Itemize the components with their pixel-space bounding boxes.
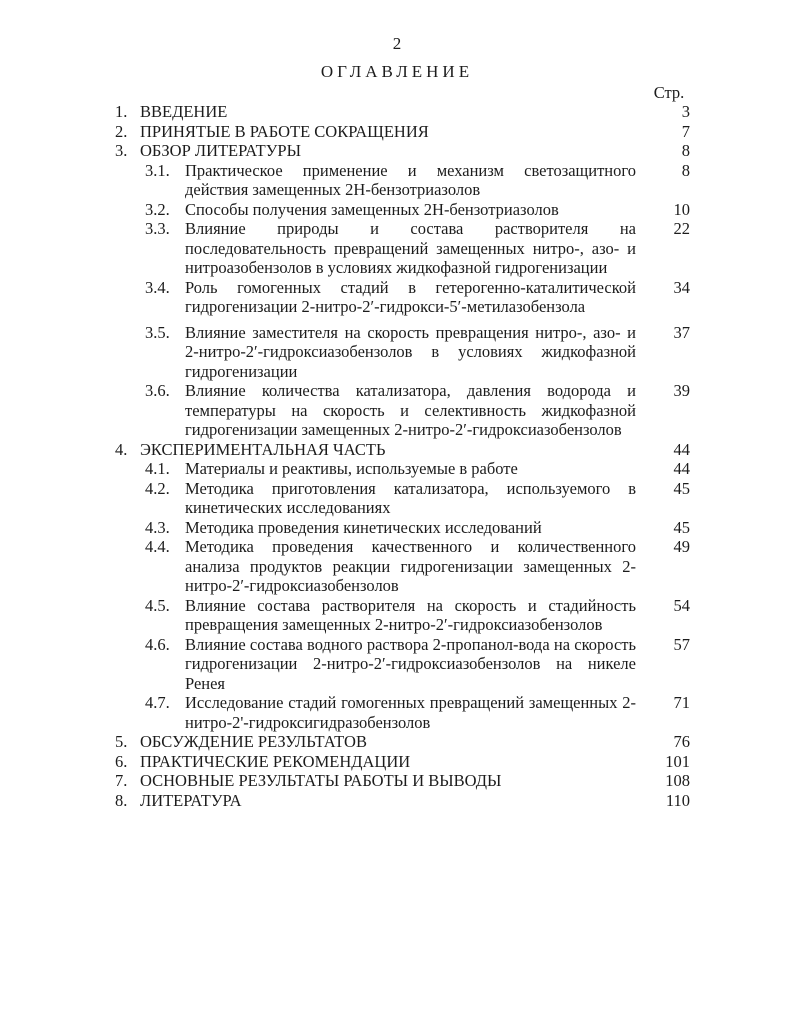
toc-entry-number: 3.1. [145, 160, 170, 180]
toc-entry-title: ОБЗОР ЛИТЕРАТУРЫ [140, 141, 301, 160]
toc-entry-page: 71 [673, 693, 690, 712]
toc-entry-title: Материалы и реактивы, используемые в работе [185, 459, 518, 478]
toc-entry-title: ЭКСПЕРИМЕНТАЛЬНАЯ ЧАСТЬ [140, 439, 386, 459]
toc-entry-number: 7. [115, 771, 128, 790]
toc-subentry [110, 200, 690, 220]
toc-entry-title: Исследование стадий гомогенных превращений замещенных 2-нитро-2'-гидроксигидразобензолов [185, 693, 636, 732]
toc-entry-title: Способы получения замещенных 2Н-бензотриазолов [185, 199, 559, 219]
toc-entry-page: 3 [681, 102, 690, 121]
toc-entry-title: Влияние количества катализатора, давления водорода и температуры на скорость и селективность жидкофазной гидрогенизации замещенных 2-нитро-2′-гидроксиазобензолов [185, 381, 636, 439]
toc-entry-page: 57 [673, 634, 690, 654]
toc-entry-page: 44 [673, 459, 690, 478]
toc-entry-page: 45 [673, 478, 690, 498]
toc-entry-title: Практическое применение и механизм светозащитного действия замещенных 2Н-бензотриазолов [185, 160, 636, 199]
toc-subentry [110, 537, 690, 596]
toc-entry-number: 5. [115, 732, 128, 751]
toc-subentry [110, 693, 690, 732]
toc-entry-page: 37 [673, 322, 690, 342]
toc-entry-number: 4.4. [145, 537, 170, 556]
toc-entry-page: 44 [673, 439, 690, 459]
toc-entry-page: 7 [681, 121, 690, 141]
toc-entry-title: Методика приготовления катализатора, используемого в кинетических исследованиях [185, 478, 636, 517]
toc-entry-title: Влияние заместителя на скорость превращения нитро-, азо- и 2-нитро-2′-гидроксиазобензолов в условиях жидкофазной гидрогенизации [185, 322, 636, 381]
toc-entry-page: 34 [673, 277, 690, 297]
toc-entry-page: 101 [665, 751, 690, 771]
page-title: ОГЛАВЛЕНИЕ [320, 62, 474, 81]
toc-entry-number: 1. [115, 102, 128, 121]
page-number: 2 [392, 34, 402, 53]
toc-entry-page: 45 [673, 517, 690, 537]
toc-entry-number: 4.5. [145, 595, 170, 615]
toc-subentry [110, 278, 690, 317]
toc-subentry [110, 381, 690, 440]
toc-subentry [110, 161, 690, 200]
toc-entry-number: 6. [115, 751, 128, 771]
toc-entry-page: 49 [673, 537, 690, 556]
toc-entry-title: Методика проведения кинетических исследований [185, 517, 542, 537]
toc-entry [110, 791, 690, 811]
toc-entry-page: 22 [673, 219, 690, 238]
toc-entry-page: 108 [665, 771, 690, 790]
page-column-label: Стр. [653, 83, 685, 102]
toc-entry-page: 39 [673, 381, 690, 400]
toc-subentry [110, 635, 690, 694]
toc-entry [110, 752, 690, 772]
table-of-contents [110, 102, 690, 810]
toc-entry-number: 3.4. [145, 277, 170, 297]
toc-subentry [110, 219, 690, 278]
toc-entry-title: Методика проведения качественного и количественного анализа продуктов реакции гидрогенизации замещенных 2-нитро-2′-гидроксиазобензолов [185, 537, 636, 595]
toc-subentry [110, 596, 690, 635]
toc-entry-title: Влияние состава растворителя на скорость и стадийность превращения замещенных 2-нитро-2′-гидроксиазобензолов [185, 595, 636, 634]
toc-entry-number: 3. [115, 141, 128, 160]
toc-entry-number: 4.2. [145, 478, 170, 498]
toc-entry-number: 4. [115, 439, 128, 459]
toc-entry [110, 732, 690, 752]
toc-entry [110, 771, 690, 791]
toc-entry-number: 4.1. [145, 459, 170, 478]
toc-entry-page: 8 [681, 160, 690, 180]
toc-entry-title: ПРИНЯТЫЕ В РАБОТЕ СОКРАЩЕНИЯ [140, 121, 429, 141]
toc-subentry [110, 518, 690, 538]
toc-entry-number: 3.5. [145, 322, 170, 342]
toc-subentry [110, 323, 690, 382]
toc-entry [110, 141, 690, 161]
toc-entry-title: ПРАКТИЧЕСКИЕ РЕКОМЕНДАЦИИ [140, 751, 411, 771]
toc-entry-number: 4.3. [145, 517, 170, 537]
toc-entry-title: ВВЕДЕНИЕ [140, 102, 228, 121]
toc-entry [110, 122, 690, 142]
toc-entry-number: 8. [115, 790, 128, 810]
toc-entry-number: 4.6. [145, 634, 170, 654]
toc-entry-title: ЛИТЕРАТУРА [140, 790, 242, 810]
toc-entry-title: ОСНОВНЫЕ РЕЗУЛЬТАТЫ РАБОТЫ И ВЫВОДЫ [140, 771, 502, 790]
toc-entry-number: 2. [115, 121, 128, 141]
toc-subentry [110, 479, 690, 518]
toc-entry-number: 3.3. [145, 219, 170, 238]
toc-entry-title: Влияние природы и состава растворителя на последовательность превращений замещенных нитро-, азо- и нитроазобензолов в условиях жидкофазной гидрогенизации [185, 219, 636, 277]
toc-entry-page: 54 [673, 595, 690, 615]
toc-entry-page: 10 [673, 199, 690, 219]
toc-entry [110, 440, 690, 460]
toc-entry-title: ОБСУЖДЕНИЕ РЕЗУЛЬТАТОВ [140, 732, 367, 751]
toc-entry-page: 110 [665, 790, 690, 810]
toc-entry-page: 76 [673, 732, 690, 751]
toc-entry-page: 8 [681, 141, 690, 160]
toc-entry-number: 4.7. [145, 693, 170, 712]
toc-entry-number: 3.2. [145, 199, 170, 219]
toc-entry [110, 102, 690, 122]
toc-entry-title: Влияние состава водного раствора 2-пропанол-вода на скорость гидрогенизации 2-нитро-2′-гидроксиазобензолов на никеле Ренея [185, 634, 636, 693]
toc-entry-number: 3.6. [145, 381, 170, 400]
toc-subentry [110, 459, 690, 479]
toc-entry-title: Роль гомогенных стадий в гетерогенно-каталитической гидрогенизации 2-нитро-2′-гидрокси-5′-метилазобензола [185, 277, 636, 316]
